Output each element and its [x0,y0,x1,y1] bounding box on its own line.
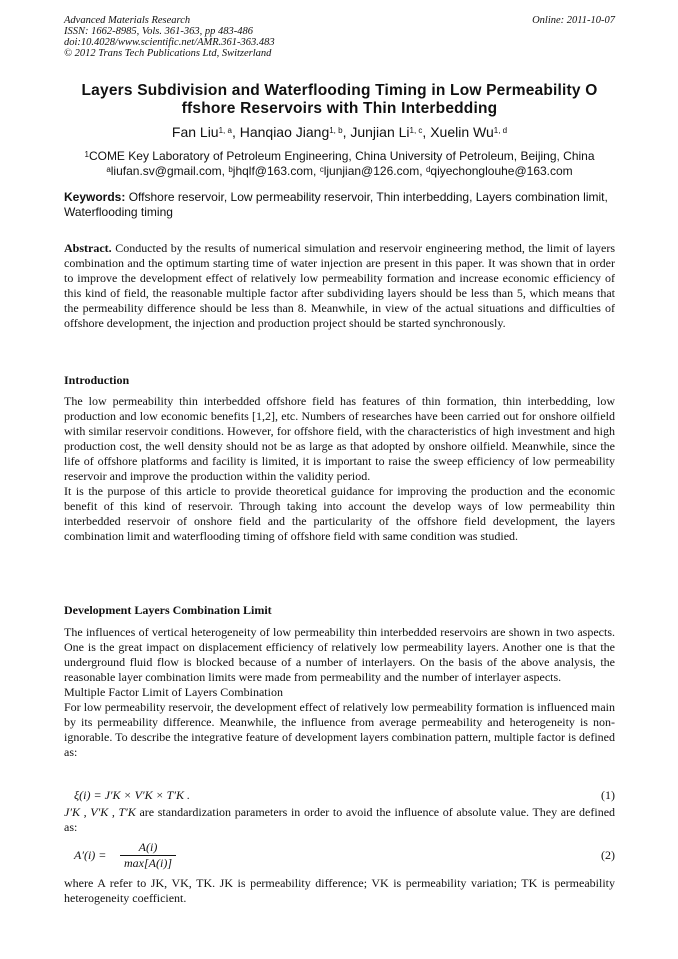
standardization-desc: are standardization parameters in order to avoid the influence of absolute value. They are defined as: [64,805,616,834]
journal-header [64,15,615,59]
email-line: $^a$liufan.sv@gmail.com, $^b$jhqlf@163.com, $^c$ljunjian@126.com, $^d$qiyechonglouhe@163.com [106,164,573,178]
affiliation-block [64,149,615,179]
intro-paragraph-1: The low permeability thin interbedded offshore field has features of thin formation, thin interbedding, low production and low economic benefits [1,2], etc. Numbers of researches have been carried out for onshore oilfield with similar reservoir conditions. However, for offshore field, with the characteristics of high investment and high production cost, the well density should not be as large as that adopted by onshore oilfield. Meanwhile, since the life of offshore platforms and facility is limited, it is important to raise the sweep efficiency of low permeability reservoir and improve the production within the validity period. [64,394,615,483]
abstract-text: Conducted by the results of numerical simulation and reservoir engineering method, the limit of layers combination and the optimum starting time of water injection are present in this paper. It was shown that in order to improve the development effect of relatively low permeability formation and increase economic efficiency of this kind of field, the reasonable multiple factor after subdividing layers should be less than 5, which means that the permeability difference should be less than 8. Meanwhile, in view of the actual situations and difficulties of offshore development, the injection and production project should be started synchronously. [64,241,615,330]
abstract-label: Abstract. [64,241,112,255]
keywords-block [64,190,615,220]
author-name: Fan Liu [171,124,219,140]
equation-2-fraction [120,840,176,871]
equation-2-lhs: A′(i) = [74,848,107,862]
online-date: Online: 2011-10-07 [532,15,615,26]
doi-line: doi:10.4028/www.scientific.net/AMR.361-363.483 [64,37,275,48]
dev-subheading: Multiple Factor Limit of Layers Combination [64,685,283,699]
title-line-2: ffshore Reservoirs with Thin Interbedding [181,100,498,117]
development-section [64,603,615,760]
equation-2-number: (2) [601,848,615,862]
equation-1-expression: ξ(i) = J′K × V′K × T′K . [74,788,190,802]
dev-paragraph-2: For low permeability reservoir, the development effect of relatively low permeability formation is influenced main by its permeability difference. Meanwhile, the influence from average permeability and heterogeneity is non-ignorable. To describe the integrative feature of development layers combination pattern, multiple factor is defined as: [64,700,615,759]
affiliation-text: COME Key Laboratory of Petroleum Engineering, China University of Petroleum, Beijing, China [88,149,595,163]
email-sup: b [228,165,233,174]
section-heading-development: Development Layers Combination Limit [64,603,272,617]
email-sup: c [319,165,324,174]
copyright-line: © 2012 Trans Tech Publications Ltd, Switzerland [64,48,272,59]
author-name: Hanqiao Jiang [239,124,330,140]
equation-1-number: (1) [601,788,615,802]
affiliation-line [64,149,615,164]
keywords-text: Offshore reservoir, Low permeability reservoir, Thin interbedding, Layers combination limit, Waterflooding timing [64,190,608,219]
title-line-1: Layers Subdivision and Waterflooding Timing in Low Permeability O [81,82,598,99]
equation-2-denominator: max[A(i)] [124,856,172,870]
standardization-vars: J′K , V′K , T′K [64,805,136,819]
email-sup: d [425,165,431,174]
author-list: Fan Liu$^{1, a}$, Hanqiao Jiang$^{1, b}$, Junjian Li$^{1, c}$, Xuelin Wu$^{1, d}$ [171,124,508,140]
definition-paragraph: where A refer to JK, VK, TK. JK is permeability difference; VK is permeability variation; TK is permeability heterogeneity coefficient. [64,876,615,905]
issn-line: ISSN: 1662-8985, Vols. 361-363, pp 483-486 [64,26,253,37]
email-address: ljunjian@126.com [323,164,420,178]
paper-title [64,82,615,118]
email-address: liufan.sv@gmail.com [110,164,222,178]
journal-name: Advanced Materials Research [64,15,191,26]
equation-2-numerator: A(i) [120,840,176,856]
author-name: Junjian Li [350,124,410,140]
author-sup: 1, b [329,126,343,135]
introduction-section [64,373,615,544]
standardization-text [64,805,615,835]
email-sup: a [106,165,111,174]
intro-paragraph-2: It is the purpose of this article to provide theoretical guidance for improving the production and the economic benefit of this kind of reservoir. Through taking into account the develop ways of low permeability thin interbedded reservoir of onshore field and the particularity of the offshore field development, the layers combination limit and waterflooding timing of offshore field with same condition was studied. [64,484,615,543]
keywords-label: Keywords: [64,190,126,204]
email-address: jhqlf@163.com [232,164,314,178]
section-heading-introduction: Introduction [64,373,130,387]
abstract-block [64,241,615,331]
affiliation-sup: 1 [84,150,89,159]
author-sup: 1, c [409,126,423,135]
author-sup: 1, d [493,126,508,135]
email-address: qiyechonglouhe@163.com [430,164,573,178]
equation-1 [64,788,615,806]
author-sup: 1, a [218,126,232,135]
equation-2 [64,840,615,874]
author-name: Xuelin Wu [430,124,494,140]
dev-paragraph-1: The influences of vertical heterogeneity of low permeability thin interbedded reservoirs are shown in two aspects. One is the great impact on displacement efficiency of relatively low permeability layers. Another one is that the underground fluid flow is blocked because of a number of interlayers. On the basis of the above analysis, the reasonable layer combination limits were made from permeability and the number of interlayer aspects. [64,625,615,684]
definition-text [64,876,615,906]
